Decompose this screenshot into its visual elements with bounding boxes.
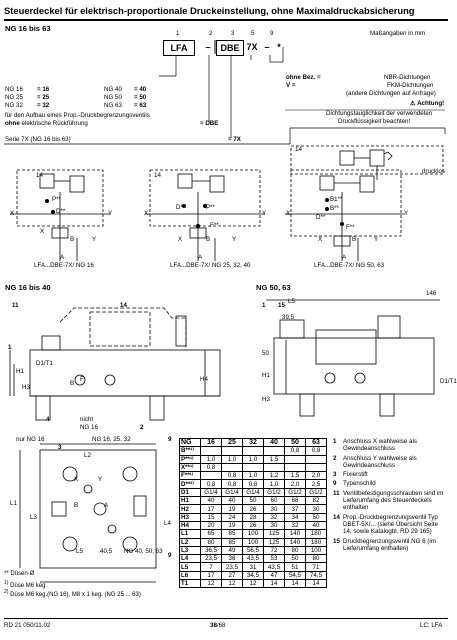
callout-1-left: 1	[8, 344, 12, 351]
table-row	[180, 546, 327, 554]
table-cell: 51	[285, 563, 306, 571]
table-cell: 2,5	[306, 480, 327, 488]
legend-item	[333, 455, 445, 470]
table-cell: 47	[264, 571, 285, 579]
table-cell: 1,5	[285, 472, 306, 480]
callout-9-bottom: 9	[168, 552, 172, 559]
seals-no-code: NBR-Dichtungen	[384, 74, 431, 81]
table-cell: 140	[285, 538, 306, 546]
table-row	[180, 538, 327, 546]
ordering-heading: NG 16 bis 63	[5, 24, 51, 33]
table-cell: 50	[243, 497, 264, 505]
footer-page	[210, 622, 226, 629]
pos-3: 3	[231, 30, 235, 37]
seals-other: (andere Dichtungen auf Anfrage)	[346, 90, 436, 97]
feedback-line	[5, 120, 88, 127]
legend-number: 14	[333, 513, 340, 521]
table-cell	[285, 455, 306, 463]
table-row	[180, 521, 327, 529]
table-cell: 2,0	[306, 472, 327, 480]
top-a: A	[104, 502, 109, 509]
table-cell: 50	[306, 513, 327, 521]
table-row-label: L1	[180, 530, 201, 538]
table-row-label: F**¹⁾	[180, 472, 201, 480]
table-cell: 40	[201, 497, 222, 505]
series-text: Serie 7X (NG 16 bis 63)	[5, 136, 71, 143]
table-cell	[285, 463, 306, 471]
table-cell: 14	[264, 580, 285, 588]
table-cell: 20	[201, 521, 222, 529]
table-row-label: D1	[180, 488, 201, 496]
callout-1-right: 1	[262, 302, 266, 309]
ng63-label: NG 63	[104, 102, 122, 109]
sym3-x: X	[286, 210, 291, 217]
feedback-code: = DBE	[200, 120, 219, 127]
ng63-value: = 63	[134, 102, 147, 109]
ng-40-50-63: NG 40, 50, 63	[124, 548, 163, 555]
table-cell: 0,8	[285, 447, 306, 455]
table-cell: 32	[285, 521, 306, 529]
code-prefix: LFA	[163, 40, 195, 56]
sym1-y2: Y	[92, 236, 97, 243]
table-cell: 53	[264, 555, 285, 563]
use-text: für den Aufbau eines Prop.-Druckbegrenzungsventils	[5, 112, 150, 119]
table-cell: G1/2	[306, 488, 327, 496]
code-series: 7X	[246, 42, 258, 52]
table-cell: 65	[201, 530, 222, 538]
code-star: *	[277, 42, 281, 52]
table-row-label: H4	[180, 521, 201, 529]
table-cell: 14	[306, 580, 327, 588]
legend-text: Ventilbefestigungsschrauben sind im Lieferumfang des Steuerdeckels enthalten	[343, 489, 444, 512]
table-row	[180, 530, 327, 538]
legend-text: Druckbegrenzungsventil NG 6 (im Lieferumfang enthalten)	[343, 537, 436, 552]
table-cell: 24	[222, 513, 243, 521]
attention-text2: Druckflüssigkeit beachten!	[338, 118, 411, 125]
dim-50: 50	[262, 350, 269, 357]
sym1-b: B	[70, 236, 75, 243]
table-cell: 85	[222, 538, 243, 546]
legend-text: Fixierstift	[343, 471, 368, 479]
sym2-a: A	[198, 254, 203, 261]
pos-2: 2	[209, 30, 213, 37]
table-cell: 14	[285, 580, 306, 588]
table-cell: 19	[222, 505, 243, 513]
table-row	[180, 505, 327, 513]
table-header-row	[180, 439, 327, 447]
table-row	[180, 463, 327, 471]
ng32-value: = 32	[37, 102, 50, 109]
footnote-nozzle: ** Düsen-Ø	[4, 571, 35, 577]
top-y: Y	[98, 476, 103, 483]
table-cell	[243, 463, 264, 471]
table-cell: 43,5	[264, 563, 285, 571]
table-cell: 56,5	[243, 546, 264, 554]
table-cell: 1,0	[222, 455, 243, 463]
table-cell: 100	[243, 538, 264, 546]
table-cell: 180	[306, 530, 327, 538]
table-cell: 30	[306, 505, 327, 513]
sym1-caption: LFA...DBE-7X/ NG 16	[34, 262, 94, 269]
table-cell: 32	[264, 513, 285, 521]
table-cell	[306, 455, 327, 463]
table-cell: 80	[306, 555, 327, 563]
feedback-text: elektrische Rückführung	[19, 120, 88, 127]
callout-9-top: 9	[168, 436, 172, 443]
legend-number: 1	[333, 438, 337, 445]
legend-text: Prop.-Druckbegrenzungsventil Typ DBET-5X/... (siehe Übersicht Seite 14, sowie Katalogbl. RD 29 165)	[343, 513, 438, 536]
table-row	[180, 580, 327, 588]
dim-h1-left: H1	[16, 368, 24, 375]
legend-item	[333, 514, 445, 536]
table-row-label: H1	[180, 497, 201, 505]
sym1-d: D**	[56, 208, 66, 215]
legend-item	[333, 471, 445, 478]
table-cell: 36	[222, 555, 243, 563]
ng50-label: NG 50	[104, 94, 122, 101]
table-row-label: P**¹⁾	[180, 455, 201, 463]
table-cell: 180	[306, 538, 327, 546]
legend-text: Anschluss Y wahlweise als Gewindeanschluss	[343, 454, 417, 469]
code-dash1: –	[205, 42, 211, 52]
table-cell: 50	[285, 555, 306, 563]
dim-f-left: F	[80, 376, 84, 383]
sym1-p: P**	[52, 196, 61, 203]
table-cell: 100	[243, 530, 264, 538]
dim-l1: L1	[10, 500, 17, 507]
seals-v-label: V =	[286, 82, 296, 89]
table-cell: 1,0	[243, 455, 264, 463]
table-cell: 12	[222, 580, 243, 588]
top-x: X	[74, 476, 79, 483]
sym3-b2: B	[352, 236, 357, 243]
page-number: 38	[210, 622, 217, 629]
seals-v: FKM-Dichtungen	[387, 82, 434, 89]
dim-146: 146	[426, 290, 437, 297]
table-cell: 15	[201, 513, 222, 521]
top-b: B	[74, 502, 79, 509]
table-cell: 34,5	[243, 571, 264, 579]
table-cell: 71	[306, 563, 327, 571]
symbol-top-14: 14	[295, 146, 302, 153]
table-cell: 1,5	[264, 455, 285, 463]
table-cell: 1,0	[243, 472, 264, 480]
hydraulic-symbols	[0, 136, 452, 306]
table-cell: 25	[222, 439, 243, 447]
sym2-y2: Y	[232, 236, 237, 243]
footer-left: RD 21 050/11.02	[4, 622, 51, 629]
dim-d1t1-left: D1/T1	[36, 360, 53, 367]
table-row	[180, 555, 327, 563]
spec-table	[179, 438, 327, 588]
code-dash2: –	[264, 42, 270, 52]
legend-item	[333, 438, 445, 453]
table-cell: 40	[222, 497, 243, 505]
sym3-a: A	[342, 254, 347, 261]
table-cell: 23,5	[201, 555, 222, 563]
table-cell: 60	[264, 497, 285, 505]
table-cell: 50	[285, 439, 306, 447]
table-row-label: H3	[180, 513, 201, 521]
table-cell: 82	[306, 497, 327, 505]
table-cell: 80	[285, 546, 306, 554]
table-cell	[222, 447, 243, 455]
dim-395: 39,5	[282, 314, 295, 321]
table-cell: 28	[243, 513, 264, 521]
table-cell	[222, 463, 243, 471]
ng25-value: = 25	[37, 94, 50, 101]
ng16-value: = 16	[37, 86, 50, 93]
ng40-label: NG 40	[104, 86, 122, 93]
dim-l3: L3	[30, 514, 37, 521]
ng25-label: NG 25	[5, 94, 23, 101]
table-row	[180, 455, 327, 463]
legend-item	[333, 490, 445, 512]
sym3-caption: LFA...DBE-7X/ NG 50, 63	[314, 262, 385, 269]
table-row-label: NG	[180, 439, 201, 447]
table-cell: 26	[243, 521, 264, 529]
legend-text: Anschluss X wahlweise als Gewindeanschluss	[343, 438, 417, 453]
dim-d1t1-right: D1/T1	[440, 378, 457, 385]
legend-number: 9	[333, 480, 337, 488]
dim-l5-right: L5	[288, 298, 295, 305]
table-row-label: L4	[180, 555, 201, 563]
dim-l5: L5	[76, 548, 83, 555]
nur-ng16: nur NG 16	[16, 436, 45, 443]
legend-item	[333, 538, 445, 553]
legend-item	[333, 480, 445, 487]
table-cell: 54,5	[285, 571, 306, 579]
sym3-y: Y	[404, 210, 409, 217]
sym1-a: A	[60, 254, 65, 261]
sym2-b: B	[206, 236, 211, 243]
table-cell	[264, 447, 285, 455]
dim-h3-left: H3	[22, 384, 30, 391]
dim-b-left: B	[70, 380, 75, 387]
table-row	[180, 488, 327, 496]
table-cell: 12	[201, 580, 222, 588]
legend-number: 3	[333, 471, 337, 479]
table-cell: 85	[222, 530, 243, 538]
ng-16-25-32: NG 16, 25, 32	[92, 436, 131, 443]
sym3-b1: B1**	[330, 196, 343, 203]
dims-note: Maßangaben in mm	[370, 30, 426, 37]
ng32-label: NG 32	[5, 102, 23, 109]
sym3-y2: Y	[374, 236, 379, 243]
table-cell: 74,5	[306, 571, 327, 579]
table-cell: 49	[222, 546, 243, 554]
dim-l4: L4	[164, 520, 171, 527]
table-cell: 125	[264, 538, 285, 546]
sym1-x2: X	[40, 228, 45, 235]
nicht-ng16: NG 16	[80, 424, 98, 431]
sym2-x: X	[144, 210, 149, 217]
table-cell: 80	[201, 538, 222, 546]
table-cell: 0,8	[243, 480, 264, 488]
table-cell: 0,8	[222, 480, 243, 488]
callout-11: 11	[12, 302, 19, 309]
table-cell: G1/2	[264, 488, 285, 496]
sym2-p: P**	[206, 204, 215, 211]
callout-3: 3	[58, 444, 62, 451]
table-cell: 0,8	[201, 480, 222, 488]
sym3-b: B**	[330, 205, 339, 212]
table-row-label: D**²⁾	[180, 480, 201, 488]
table-row-label: L6	[180, 571, 201, 579]
warning-icon: ⚠	[410, 100, 416, 107]
table-cell: G1/4	[222, 488, 243, 496]
footer-right: LC; LFA	[420, 622, 443, 629]
symbol-drucklos: drucklos	[422, 168, 446, 175]
table-cell	[243, 447, 264, 455]
table-cell: 37	[285, 505, 306, 513]
table-cell: 0,8	[201, 463, 222, 471]
ng16-label: NG 16	[5, 86, 23, 93]
table-cell: 34	[285, 513, 306, 521]
pos-9: 9	[270, 30, 274, 37]
sym1-14: 14	[36, 172, 43, 179]
table-cell: 17	[201, 505, 222, 513]
attention-text: Achtung!	[417, 100, 445, 107]
footnote-2-text: Düse M6 keg.(NG 16), M8 x 1 keg. (NG 25 ... 63)	[10, 592, 141, 598]
table-row-label: L3	[180, 546, 201, 554]
table-cell: 43,5	[243, 555, 264, 563]
page-total: /68	[216, 622, 226, 629]
table-row-label: L5	[180, 563, 201, 571]
page-title: Steuerdeckel für elektrisch-proportionale Druckeinstellung, ohne Maximaldruckabsicherung	[4, 5, 415, 16]
table-cell: 72	[264, 546, 285, 554]
attention-text1: Dichtungstauglichkeit der verwendeten	[326, 110, 433, 117]
dim-h3-right: H3	[262, 396, 270, 403]
table-cell: 36,5	[201, 546, 222, 554]
dim-h1-right: H1	[262, 372, 270, 379]
table-cell: 27	[222, 571, 243, 579]
table-cell: 26	[243, 505, 264, 513]
legend-text: Typenschild	[343, 480, 376, 488]
table-row-label: X**¹⁾	[180, 463, 201, 471]
dim-h4-left: H4	[200, 376, 208, 383]
sym2-f: F**	[210, 222, 219, 229]
attention-label	[410, 100, 444, 107]
ng50-value: = 50	[134, 94, 147, 101]
seals-no-code-label: ohne Bez. =	[286, 74, 321, 81]
sym3-f: F**	[346, 224, 355, 231]
table-cell: 0,8	[222, 472, 243, 480]
dim-405: 40,5	[100, 548, 113, 555]
table-row-label: T1	[180, 580, 201, 588]
table-cell: 0,8	[306, 447, 327, 455]
feedback-prefix: ohne	[5, 120, 20, 127]
table-cell: 31	[243, 563, 264, 571]
table-row	[180, 472, 327, 480]
table-row	[180, 513, 327, 521]
table-cell: 68	[285, 497, 306, 505]
legend	[333, 438, 448, 598]
sym2-14: 14	[154, 172, 161, 179]
nicht-label: nicht	[80, 416, 94, 423]
table-cell	[306, 463, 327, 471]
footnote-1-text: Düse M6 keg.	[10, 583, 48, 589]
table-cell: 125	[264, 530, 285, 538]
table-row-label: L2	[180, 538, 201, 546]
table-cell: 32	[243, 439, 264, 447]
table-cell: 16	[201, 439, 222, 447]
drawing-right-heading: NG 50, 63	[256, 283, 291, 292]
table-row	[180, 480, 327, 488]
table-cell: 40	[264, 439, 285, 447]
sym2-y: Y	[262, 210, 267, 217]
sym3-d: D**	[316, 214, 326, 221]
table-cell	[201, 447, 222, 455]
table-cell: 2,0	[285, 480, 306, 488]
table-cell: G1/4	[243, 488, 264, 496]
footnote-2: $^{2)}$ Düse M6 keg.(NG 16), M8 x 1 keg. (NG 25 ... 63)	[4, 589, 141, 598]
footnote-1: $^{1)}$ Düse M6 keg.	[4, 580, 48, 589]
callout-15: 15	[278, 302, 285, 309]
sym3-x2: X	[318, 236, 323, 243]
pos-1: 1	[176, 30, 180, 37]
callout-4: 4	[46, 416, 50, 423]
series-code: = 7X	[228, 136, 241, 143]
ng40-value: = 40	[134, 86, 147, 93]
callout-14: 14	[120, 302, 127, 309]
table-cell: 140	[285, 530, 306, 538]
sym2-caption: LFA...DBE-7X/ NG 25, 32, 40	[170, 262, 251, 269]
sym1-x: X	[10, 210, 15, 217]
legend-number: 11	[333, 489, 340, 497]
table-row	[180, 497, 327, 505]
callout-2: 2	[140, 424, 144, 431]
legend-number: 15	[333, 537, 340, 545]
table-cell: 1,2	[264, 472, 285, 480]
table-cell: 1,0	[264, 480, 285, 488]
table-cell: 19	[222, 521, 243, 529]
table-cell: 30	[264, 505, 285, 513]
table-cell: G1/4	[201, 488, 222, 496]
table-cell: 40	[306, 521, 327, 529]
table-cell: 100	[306, 546, 327, 554]
sym2-x2: X	[178, 236, 183, 243]
pos-5: 5	[251, 30, 255, 37]
table-row-label: H2	[180, 505, 201, 513]
table-cell: G1/2	[285, 488, 306, 496]
table-row-label: B**¹⁾	[180, 447, 201, 455]
sym1-y: Y	[108, 210, 113, 217]
table-row	[180, 563, 327, 571]
table-row	[180, 571, 327, 579]
table-cell: 30	[264, 521, 285, 529]
legend-number: 2	[333, 454, 337, 462]
drawing-left-heading: NG 16 bis 40	[5, 283, 51, 292]
table-cell: 12	[243, 580, 264, 588]
table-cell	[201, 472, 222, 480]
table-cell: 63	[306, 439, 327, 447]
table-row	[180, 447, 327, 455]
table-cell: 7	[201, 563, 222, 571]
dim-l2: L2	[84, 452, 91, 459]
sym2-d: D**	[176, 204, 186, 211]
table-cell	[264, 463, 285, 471]
table-cell: 17	[201, 571, 222, 579]
code-dbe: DBE	[216, 40, 244, 56]
table-cell: 23,5	[222, 563, 243, 571]
footer-rule	[4, 618, 448, 619]
table-cell: 1,0	[201, 455, 222, 463]
